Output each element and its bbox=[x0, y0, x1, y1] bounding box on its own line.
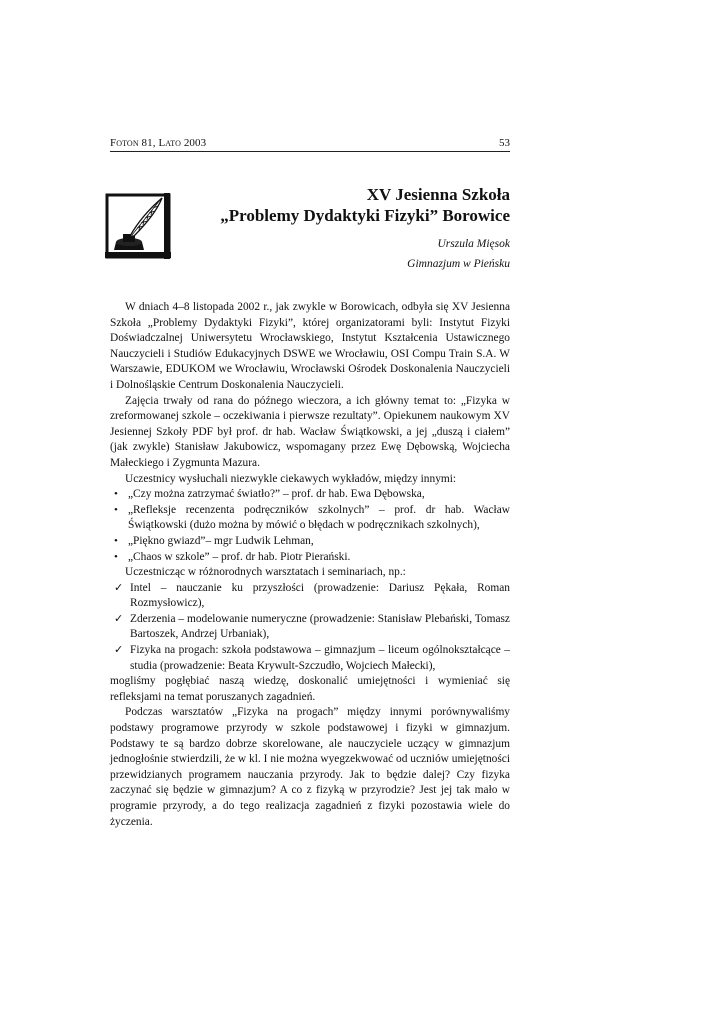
list-item-text: Zderzenia – modelowanie numeryczne (prowadzenie: Stanisław Plebański, Tomasz Bartoszek, Andrzej Urbaniak), bbox=[130, 612, 510, 641]
author-name: Urszula Mięsok bbox=[437, 238, 510, 250]
list-item-text: Fizyka na progach: szkoła podstawowa – gimnazjum – liceum ogólnokształcące – studia (prowadzenie: Beata Krywult-Szczudło, Wojciech Małecki), bbox=[130, 644, 510, 672]
list-item bbox=[110, 612, 510, 643]
bullet-icon: • bbox=[114, 534, 118, 547]
article-title bbox=[220, 184, 510, 226]
paragraph-conclusion: Podczas warsztatów „Fizyka na progach” między innymi porównywaliśmy podstawy programowe przyrody w szkole podstawowej i fizyki w gimnazjum. Podstawy te są bardzo dobrze skorelowane, ale nauczyciele uczący w gimnazjum jednogłośnie stwierdzili, że w kl. I nie można wyegzekwować od uczniów umiejętności przewidzianych programem nauczania przyrody. Jak to będzie dalej? Czy fizyka zaczynać się będzie w gimnazjum? A co z fizyką w przyrodzie? Jest jej tak mało w programie przyrody, a do tego realizacja zagadnień z fizyki pozostawia wiele do życzenia. bbox=[110, 706, 510, 828]
page-number: 53 bbox=[499, 137, 510, 149]
bullet-icon: • bbox=[114, 488, 118, 501]
list-item-text: „Chaos w szkole” – prof. dr hab. Piotr Pierański. bbox=[128, 550, 351, 563]
list-item-text: „Piękno gwiazd”– mgr Ludwik Lehman, bbox=[128, 534, 314, 547]
title-block bbox=[110, 174, 510, 288]
paragraph-intro: W dniach 4–8 listopada 2002 r., jak zwykle w Borowicach, odbyła się XV Jesienna Szkoła „Problemy Dydaktyki Fizyki”, której organizatorami byli: Instytut Fizyki Doświadczalnej Uniwersytetu Wrocławskiego, Instytut Kształcenia Ustawicznego Nauczycieli i Studiów Edukacyjnych DSWE we Wrocławiu, OSI Compu Train S.A. W Warszawie, EDUKOM we Wrocławiu, Wrocławski Ośrodek Doskonalenia Nauczycieli i Dolnośląskie Centrum Doskonalenia Nauczycieli. bbox=[110, 301, 510, 391]
list-item bbox=[110, 534, 510, 550]
bullet-icon: • bbox=[114, 503, 118, 516]
checkmark-icon: ✓ bbox=[114, 644, 124, 657]
article-body bbox=[110, 300, 510, 830]
author-block bbox=[407, 234, 510, 274]
paragraph-workshops-outcome: mogliśmy pogłębiać naszą wiedzę, doskonalić umiejętności i wymieniać się refleksjami na temat poruszanych zagadnień. bbox=[110, 675, 510, 703]
bullet-icon: • bbox=[114, 550, 118, 563]
paragraph-topic: Zajęcia trwały od rana do późnego wieczora, a ich główny temat to: „Fizyka w zreformowanej szkole – oczekiwania i pierwsze rezultaty”. Opiekunem naukowym XV Jesiennej Szkoły PDF był prof. dr hab. Wacław Świątkowski, a jej „duszą i ciałem” (jak zwykle) Stanisław Jakubowicz, wspomagany przez Ewę Dębowską, Wojciecha Małeckiego i Zygmunta Mazura. bbox=[110, 394, 510, 469]
list-item-text: „Refleksje recenzenta podręczników szkolnych” – prof. dr hab. Wacław Świątkowski (dużo można by mówić o błędach w podręcznikach szkolnych), bbox=[128, 503, 510, 532]
list-item bbox=[110, 503, 510, 534]
list-item bbox=[110, 643, 510, 674]
list-item bbox=[110, 550, 510, 566]
lectures-list bbox=[110, 487, 510, 565]
article-title-line-1: XV Jesienna Szkoła bbox=[366, 185, 510, 204]
checkmark-icon: ✓ bbox=[114, 612, 124, 625]
running-header bbox=[110, 137, 510, 152]
paragraph-workshops-intro: Uczestnicząc w różnorodnych warsztatach i seminariach, np.: bbox=[125, 566, 406, 579]
quill-inkwell-icon bbox=[104, 192, 172, 260]
list-item bbox=[110, 581, 510, 612]
author-affiliation: Gimnazjum w Pieńsku bbox=[407, 258, 510, 270]
checkmark-icon: ✓ bbox=[114, 581, 124, 594]
workshops-list bbox=[110, 581, 510, 675]
list-item bbox=[110, 487, 510, 503]
article-title-line-2: „Problemy Dydaktyki Fizyki” Borowice bbox=[220, 206, 510, 225]
paragraph-lectures-intro: Uczestnicy wysłuchali niezwykle ciekawych wykładów, między innymi: bbox=[125, 472, 457, 485]
document-page bbox=[110, 137, 510, 830]
list-item-text: Intel – nauczanie ku przyszłości (prowadzenie: Dariusz Pękała, Roman Rozmysłowicz), bbox=[130, 581, 510, 610]
list-item-text: „Czy można zatrzymać światło?” – prof. dr hab. Ewa Dębowska, bbox=[128, 488, 425, 501]
journal-issue: Foton 81, Lato 2003 bbox=[110, 137, 207, 149]
